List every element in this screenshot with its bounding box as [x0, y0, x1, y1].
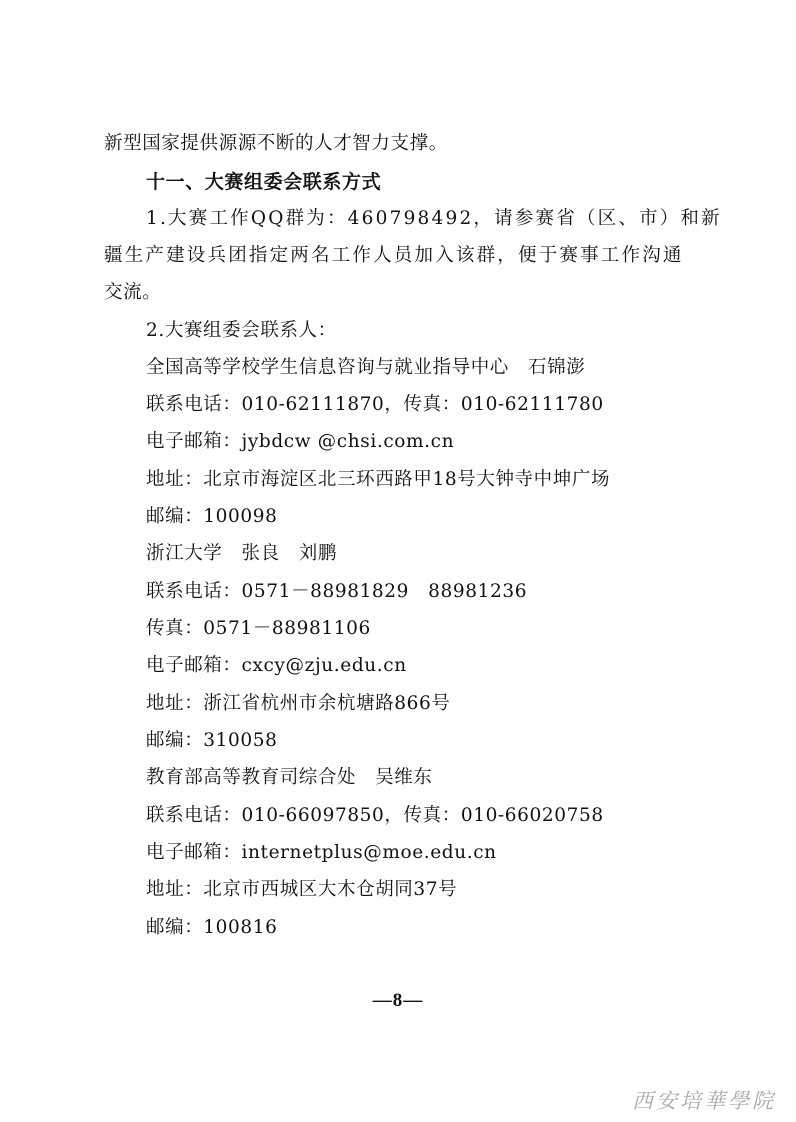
contact-1-postcode: 邮编：100098 — [146, 506, 278, 527]
contact-3-email: 电子邮箱：internetplus@moe.edu.cn — [146, 842, 497, 863]
qq-group-paragraph-line-1: 1.大赛工作QQ群为：460798492，请参赛省（区、市）和新 — [146, 208, 722, 229]
section-heading: 十一、大赛组委会联系方式 — [146, 171, 382, 193]
contact-2-address: 地址：浙江省杭州市余杭塘路866号 — [146, 693, 451, 714]
contact-3-address: 地址：北京市西城区大木仓胡同37号 — [146, 879, 458, 900]
qq-group-paragraph-line-3: 交流。 — [104, 282, 162, 303]
contact-2-email: 电子邮箱：cxcy@zju.edu.cn — [146, 655, 407, 676]
contact-2-fax: 传真：0571－88981106 — [146, 618, 371, 639]
contact-3-postcode: 邮编：100816 — [146, 917, 278, 938]
body-text-continuation: 新型国家提供源源不断的人才智力支撑。 — [104, 133, 448, 154]
page-number: —8— — [372, 990, 424, 1011]
qq-group-paragraph-line-2: 疆生产建设兵团指定两名工作人员加入该群，便于赛事工作沟通 — [104, 245, 684, 266]
watermark-logo: 西安培華學院 — [632, 1089, 776, 1113]
contact-3-phone: 联系电话：010-66097850，传真：010-66020758 — [146, 805, 604, 826]
contact-1-address: 地址：北京市海淀区北三环西路甲18号大钟寺中坤广场 — [146, 469, 611, 490]
contact-2-postcode: 邮编：310058 — [146, 730, 278, 751]
contact-1-email: 电子邮箱：jybdcw @chsi.com.cn — [146, 431, 455, 452]
contact-2-phone: 联系电话：0571－88981829 88981236 — [146, 581, 528, 602]
contact-3-org: 教育部高等教育司综合处 吴维东 — [146, 767, 433, 788]
contact-1-org: 全国高等学校学生信息咨询与就业指导中心 石锦澎 — [146, 357, 586, 378]
contacts-subheading: 2.大赛组委会联系人： — [146, 320, 337, 341]
contact-2-org: 浙江大学 张良 刘鹏 — [146, 543, 338, 564]
contact-1-phone: 联系电话：010-62111870，传真：010-62111780 — [146, 394, 604, 415]
